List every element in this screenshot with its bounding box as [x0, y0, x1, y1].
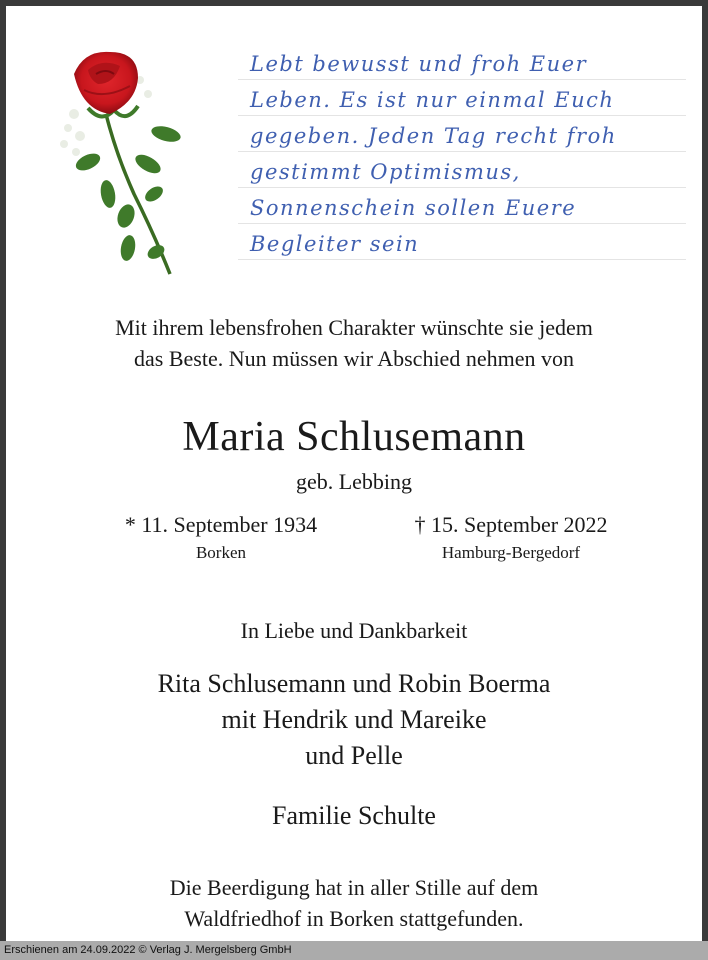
birth-place: Borken — [195, 543, 247, 562]
death-info — [376, 510, 646, 566]
funeral-line: Die Beerdigung hat in aller Stille auf dem — [169, 875, 539, 900]
poem-line: gegeben. Jeden Tag recht froh — [238, 116, 686, 152]
poem-line: Begleiter sein — [238, 224, 686, 260]
handwritten-poem — [238, 44, 686, 276]
death-date: † 15. September 2022 — [414, 512, 608, 537]
closing-text: In Liebe und Dankbarkeit — [240, 618, 468, 643]
mourner-line: mit Hendrik und Mareike — [221, 705, 487, 734]
intro-line: Mit ihrem lebensfrohen Charakter wünschte sie jedem — [115, 315, 593, 340]
obituary-notice — [6, 6, 702, 941]
poem-line: Lebt bewusst und froh Euer — [238, 44, 686, 80]
poem-line: gestimmt Optimismus, — [238, 152, 686, 188]
funeral-note — [6, 872, 702, 934]
life-dates — [6, 510, 702, 580]
birth-info — [86, 510, 356, 566]
death-place: Hamburg-Bergedorf — [441, 543, 581, 562]
second-family: Familie Schulte — [272, 801, 436, 830]
deceased-name: Maria Schlusemann — [182, 414, 526, 460]
poem-line: Sonnenschein sollen Euere — [238, 188, 686, 224]
intro-text — [6, 312, 702, 374]
poem-line: Leben. Es ist nur einmal Euch — [238, 80, 686, 116]
birth-name: geb. Lebbing — [295, 469, 413, 494]
red-rose-image — [44, 44, 214, 284]
funeral-line: Waldfriedhof in Borken stattgefunden. — [184, 906, 524, 931]
publication-footer: Erschienen am 24.09.2022 © Verlag J. Mergelsberg GmbH — [0, 941, 708, 960]
mourner-line: und Pelle — [305, 741, 403, 770]
intro-line: das Beste. Nun müssen wir Abschied nehmen von — [134, 346, 574, 371]
mourner-line: Rita Schlusemann und Robin Boerma — [157, 669, 551, 698]
birth-date: * 11. September 1934 — [124, 512, 318, 537]
mourners-list — [6, 666, 702, 774]
